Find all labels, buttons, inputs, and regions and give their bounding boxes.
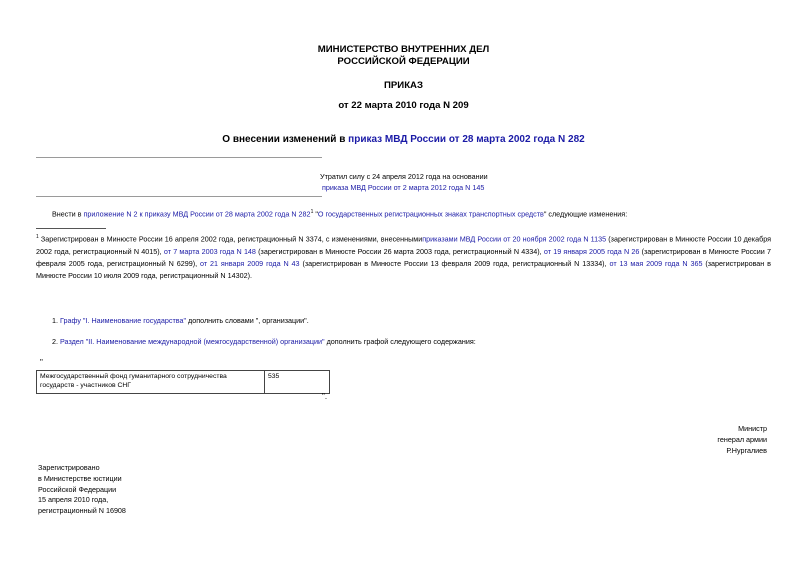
divider-top (36, 157, 322, 158)
footnote (36, 233, 771, 282)
intro-text-3: " следующие изменения: (543, 209, 628, 219)
item-2-number: 2. (52, 337, 60, 346)
registration-line-2: в Министерстве юстиции (38, 473, 122, 483)
item-1-link[interactable]: Графу "I. Наименование государства" (60, 316, 187, 325)
signer-position: Министр (738, 424, 767, 433)
footnote-link-148[interactable]: от 7 марта 2003 года N 148 (163, 246, 256, 256)
footnote-text-3: (зарегистрирован в Минюсте России 26 марта 2003 года, регистрационный N 4334), (255, 246, 544, 256)
signature-block (717, 423, 767, 456)
notice-text: Утратил силу с 24 апреля 2012 года на основании (320, 172, 488, 181)
footnote-link-26[interactable]: от 19 января 2005 года N 26 (543, 246, 640, 256)
footnote-separator (36, 228, 106, 229)
document-type: ПРИКАЗ (384, 80, 423, 91)
title-link[interactable]: приказ МВД России от 28 марта 2002 года N 282 (348, 134, 585, 145)
notice-link[interactable]: приказа МВД России от 2 марта 2012 года N 145 (322, 183, 485, 193)
document-title (0, 133, 807, 148)
repeal-notice (320, 171, 580, 193)
item-1-number: 1. (52, 316, 60, 325)
registration-line-4: 15 апреля 2010 года, (38, 495, 109, 505)
footnote-text-4: (зарегистрирован в Минюсте России 7 февраля 2005 года, регистрационный N 6299), (36, 246, 772, 268)
country-name: РОССИЙСКОЙ ФЕДЕРАЦИИ (337, 55, 470, 67)
signer-rank: генерал армии (717, 435, 767, 445)
footnote-link-1135[interactable]: приказами МВД России от 20 ноября 2002 года N 1135 (422, 234, 607, 244)
registration-block (38, 463, 126, 517)
document-date: от 22 марта 2010 года N 209 (338, 100, 469, 111)
intro-text-2: " (313, 209, 318, 219)
registration-line-1: Зарегистрировано (38, 463, 100, 472)
table-quote-close: ". (322, 392, 328, 401)
item-2-text: дополнить графой следующего содержания: (324, 337, 476, 346)
title-prefix: О внесении изменений в (222, 134, 349, 145)
organization-name-cell: Межгосударственный фонд гуманитарного сотрудничества государств - участников СНГ (37, 371, 265, 394)
item-1-text: дополнить словами ", организации". (186, 316, 309, 325)
footnote-text-2: (зарегистрирован в Минюсте России 10 декабря 2002 года, регистрационный N 4015), (36, 234, 771, 256)
intro-paragraph (52, 209, 772, 220)
signer-name: Р.Нургалиев (726, 446, 767, 456)
divider-middle (36, 196, 322, 197)
change-item-1 (52, 316, 752, 326)
footnote-ref[interactable]: 1 (310, 209, 314, 215)
ministry-name: МИНИСТЕРСТВО ВНУТРЕННИХ ДЕЛ (317, 44, 490, 55)
item-2-link[interactable]: Раздел "II. Наименование международной (межгосударственной) организации" (60, 337, 325, 346)
organization-code-cell: 535 (265, 371, 330, 394)
change-item-2 (52, 337, 752, 347)
table-row (37, 371, 330, 394)
footnote-link-365[interactable]: от 13 мая 2009 года N 365 (609, 258, 703, 268)
intro-text-1: Внести в (52, 209, 84, 219)
organization-table (36, 370, 330, 394)
ministry-header (0, 44, 807, 68)
intro-link-plates[interactable]: О государственных регистрационных знаках транспортных средств (317, 209, 544, 219)
intro-link-appendix[interactable]: приложение N 2 к приказу МВД России от 28 марта 2002 года N 282 (83, 209, 311, 219)
footnote-mark: 1 (36, 234, 39, 240)
footnote-text-1: Зарегистрирован в Минюсте России 16 апреля 2002 года, регистрационный N 3374, с изменениями, внесенными (38, 234, 423, 244)
registration-line-3: Российской Федерации (38, 484, 117, 494)
footnote-text-6: (зарегистрирован в Минюсте России 10 июля 2009 года, регистрационный N 14302). (36, 258, 771, 281)
table-quote-open: " (40, 358, 43, 367)
registration-line-5: регистрационный N 16908 (38, 506, 126, 516)
footnote-link-43[interactable]: от 21 января 2009 года N 43 (199, 258, 300, 268)
footnote-text-5: (зарегистрирован в Минюсте России 13 февраля 2009 года, регистрационный N 13334), (299, 258, 610, 268)
